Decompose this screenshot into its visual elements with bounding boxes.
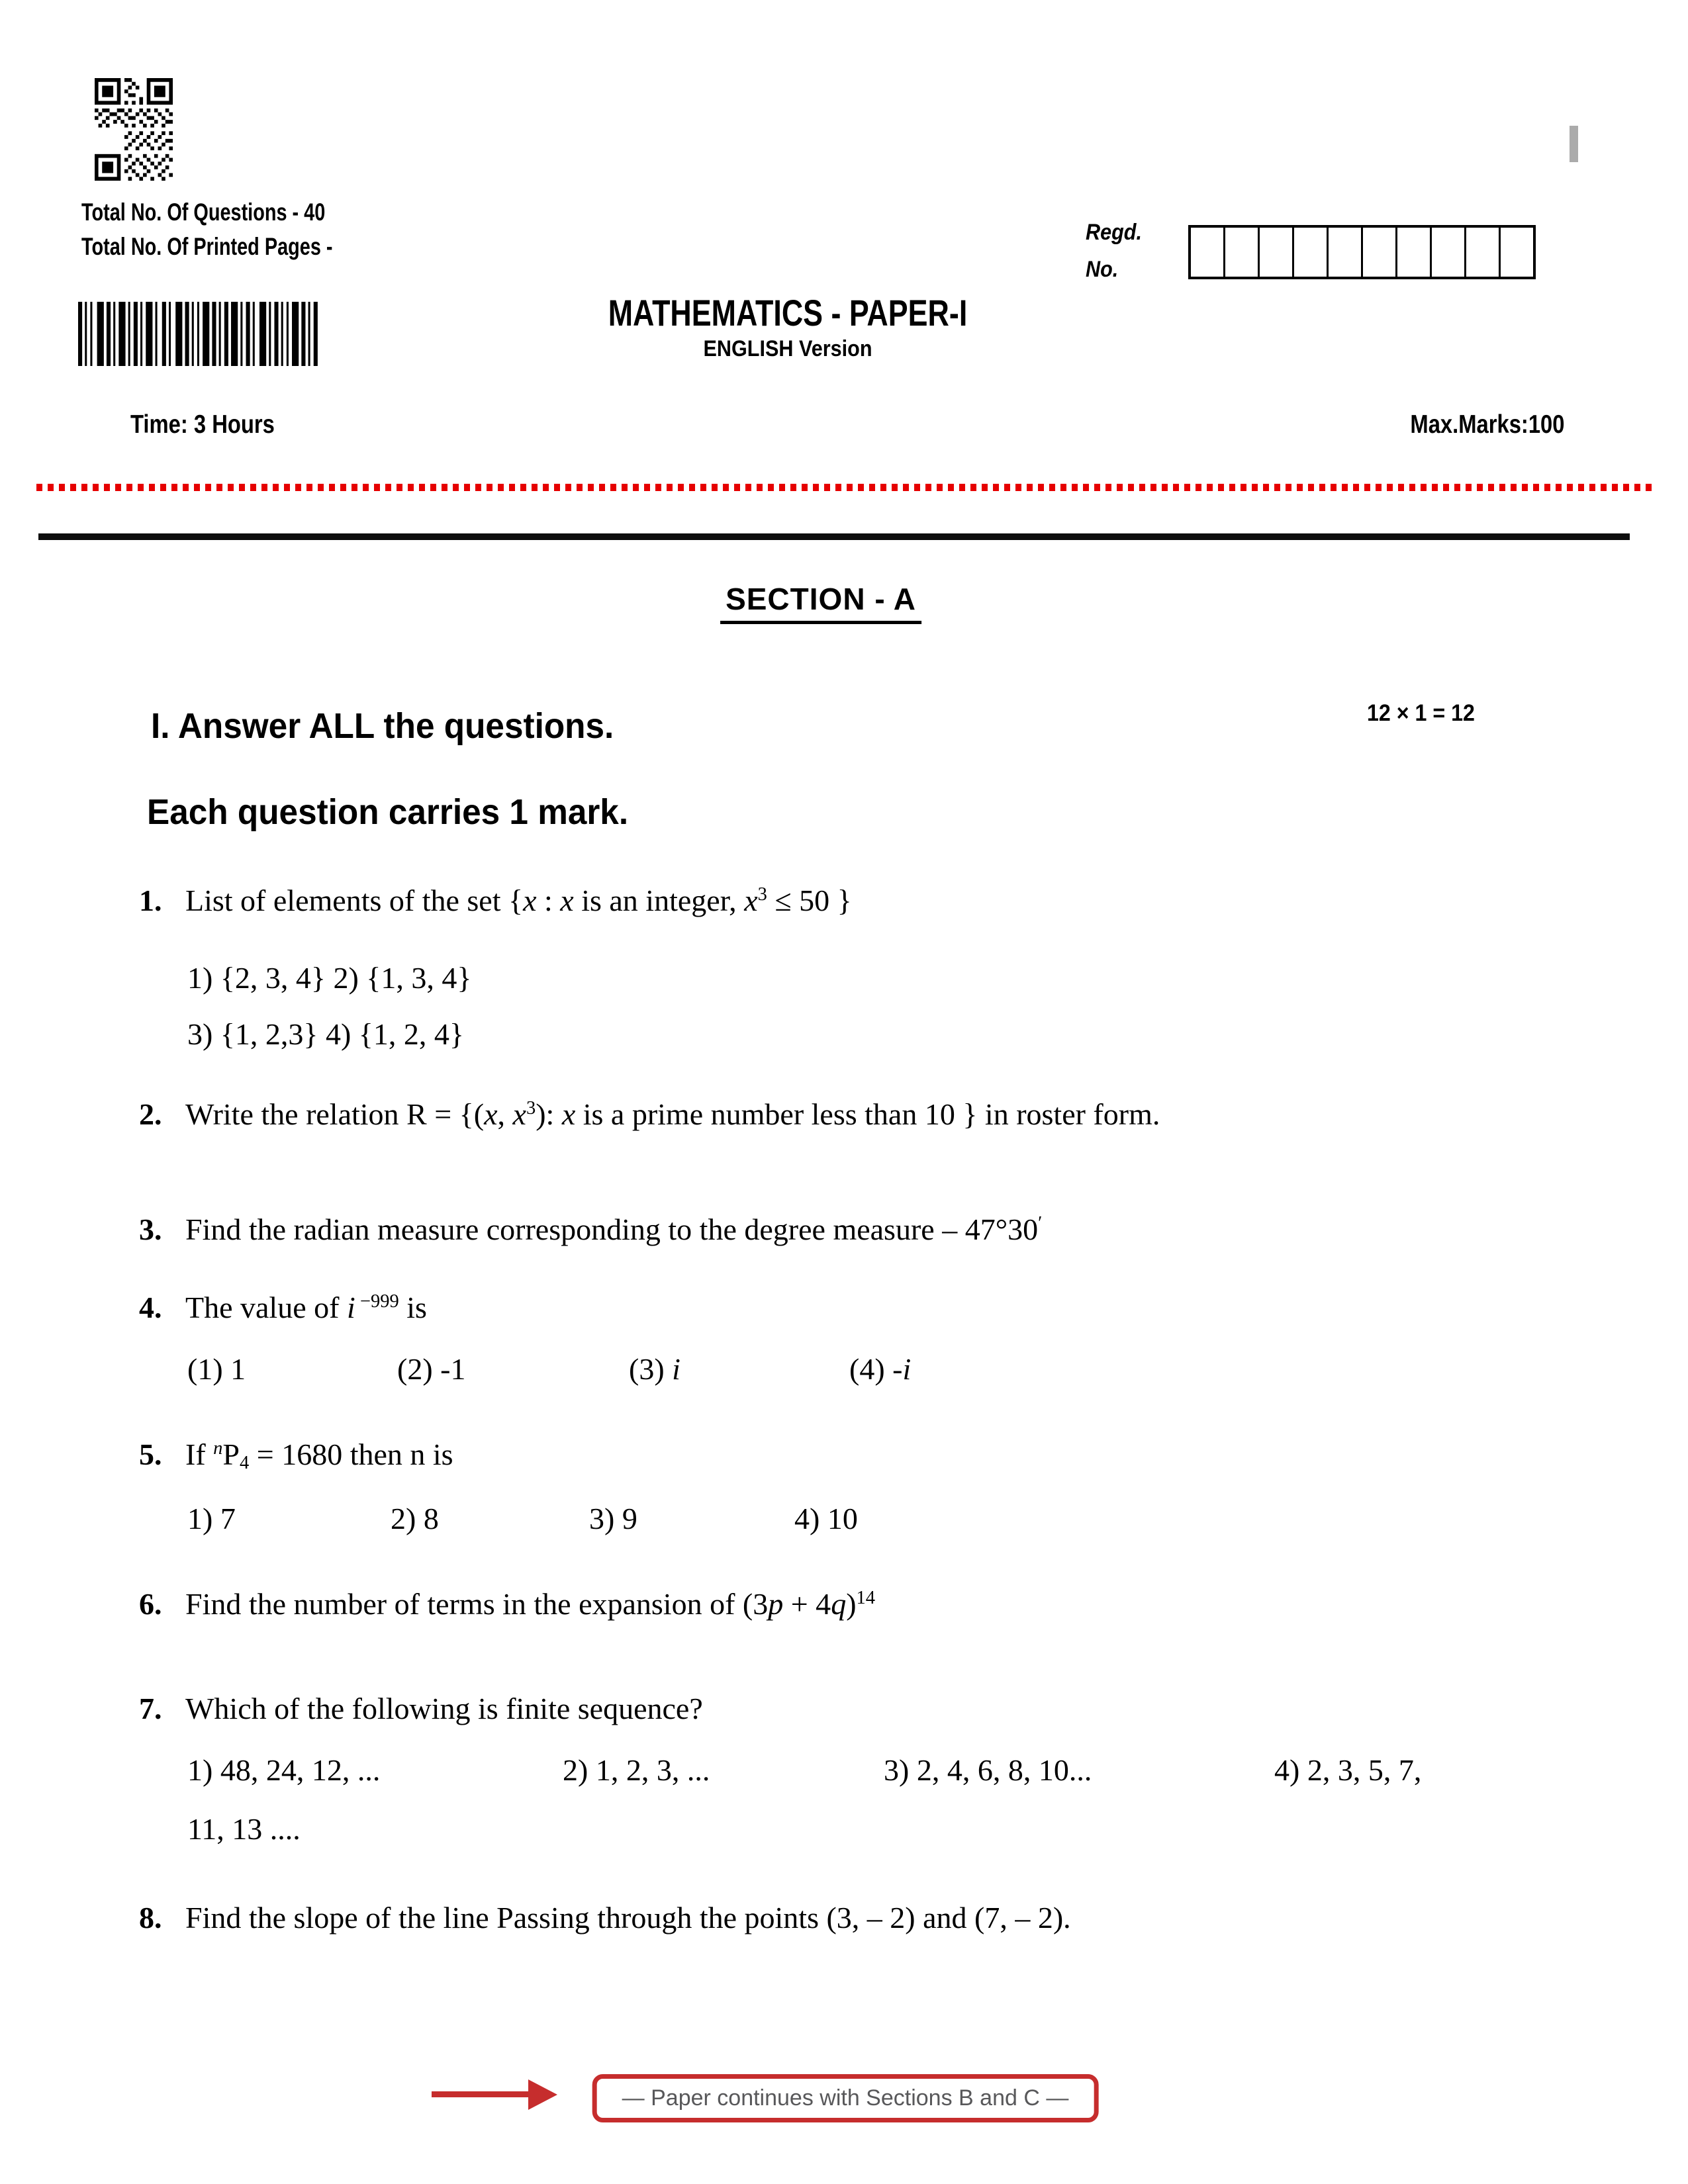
solid-divider [38, 533, 1630, 540]
question-number: 7. [139, 1692, 162, 1725]
barcode-icon [78, 302, 322, 366]
option: (3) i [629, 1352, 680, 1386]
footer-arrow-icon [528, 2079, 557, 2110]
regd-no-cell [1432, 228, 1466, 277]
total-pages-label: Total No. Of Printed Pages - [81, 233, 333, 260]
option: 1) 7 [187, 1502, 236, 1535]
regd-no-grid [1188, 225, 1536, 279]
time-label: Time: 3 Hours [130, 410, 275, 439]
question-7-options [0, 1752, 1688, 1792]
regd-no-cell [1397, 228, 1432, 277]
instruction-marks: Each question carries 1 mark. [147, 792, 629, 832]
question-text: List of elements of the set {x : x is an integer, $x^3 \le 50$ } [185, 884, 852, 917]
section-heading: SECTION - A [720, 581, 921, 624]
option: (2) -1 [397, 1352, 466, 1386]
question-text: Write the relation R = {(x, $x^3$): x is a prime number less than 10 } in roster form. [185, 1097, 1160, 1131]
footer-note-box [592, 2074, 1099, 2122]
question-text: The value of i $^{-999}$ is [185, 1291, 427, 1324]
option: 4) 2, 3, 5, 7, [1274, 1753, 1422, 1787]
regd-no-cell [1294, 228, 1329, 277]
option: (1) 1 [187, 1352, 246, 1386]
regd-no-cell [1260, 228, 1294, 277]
footer-arrow-shaft [432, 2091, 532, 2097]
question-5 [139, 1437, 453, 1473]
footer-note: — Paper continues with Sections B and C — [622, 2085, 1069, 2111]
question-number: 2. [139, 1097, 162, 1131]
question-1 [139, 884, 852, 919]
regd-no-cell [1191, 228, 1225, 277]
question-number: 6. [139, 1587, 162, 1621]
option: (4) -i [849, 1352, 912, 1386]
question-1-options-row-1: 1) {2, 3, 4} 2) {1, 3, 4} [187, 961, 472, 995]
question-number: 1. [139, 884, 162, 917]
option: 3) 9 [589, 1502, 637, 1535]
paper-title: MATHEMATICS - PAPER-I [608, 292, 968, 334]
instruction-answer-all: I. Answer ALL the questions. [151, 706, 614, 746]
total-questions-label: Total No. Of Questions - 40 [81, 199, 326, 226]
question-3 [139, 1212, 1042, 1248]
question-text: Find the slope of the line Passing through the points (3, – 2) and (7, – 2). [185, 1901, 1071, 1934]
max-marks-label: Max.Marks:100 [1409, 410, 1564, 439]
scan-artifact-bar [1570, 126, 1578, 162]
question-text: Find the number of terms in the expansion of $(3p + 4q)^{14}$ [185, 1587, 876, 1621]
question-2 [139, 1097, 1160, 1132]
regd-label-line2: No. [1086, 257, 1119, 282]
question-5-options [0, 1501, 1688, 1541]
option: 2) 8 [391, 1502, 439, 1535]
regd-no-cell [1363, 228, 1397, 277]
regd-no-cell [1329, 228, 1363, 277]
question-text: Which of the following is finite sequence? [185, 1692, 703, 1725]
option: 4) 10 [794, 1502, 858, 1535]
question-number: 3. [139, 1212, 162, 1246]
regd-no-cell [1225, 228, 1260, 277]
question-text: Find the radian measure corresponding to the degree measure – 47°30′ [185, 1212, 1043, 1246]
question-number: 8. [139, 1901, 162, 1934]
qr-code-icon [95, 78, 173, 181]
question-number: 4. [139, 1291, 162, 1324]
question-8 [139, 1901, 1071, 1936]
option: 3) 2, 4, 6, 8, 10... [884, 1753, 1092, 1787]
question-text: If $^n$P4 = 1680 then n is [185, 1437, 453, 1474]
question-4 [139, 1291, 427, 1326]
regd-label-line1: Regd. [1086, 220, 1143, 245]
question-7-options-continued: 11, 13 .... [187, 1812, 301, 1846]
dotted-divider [36, 484, 1652, 491]
question-number: 5. [139, 1437, 162, 1471]
option: 1) 48, 24, 12, ... [187, 1753, 381, 1787]
question-1-options-row-2: 3) {1, 2,3} 4) {1, 2, 4} [187, 1017, 464, 1051]
paper-version: ENGLISH Version [703, 336, 872, 361]
question-6 [139, 1587, 875, 1622]
question-4-options [0, 1351, 1688, 1391]
question-7 [139, 1692, 703, 1727]
option: 2) 1, 2, 3, ... [563, 1753, 710, 1787]
regd-no-cell [1501, 228, 1533, 277]
regd-no-cell [1466, 228, 1501, 277]
section-marks-note: 12 × 1 = 12 [1367, 700, 1475, 726]
